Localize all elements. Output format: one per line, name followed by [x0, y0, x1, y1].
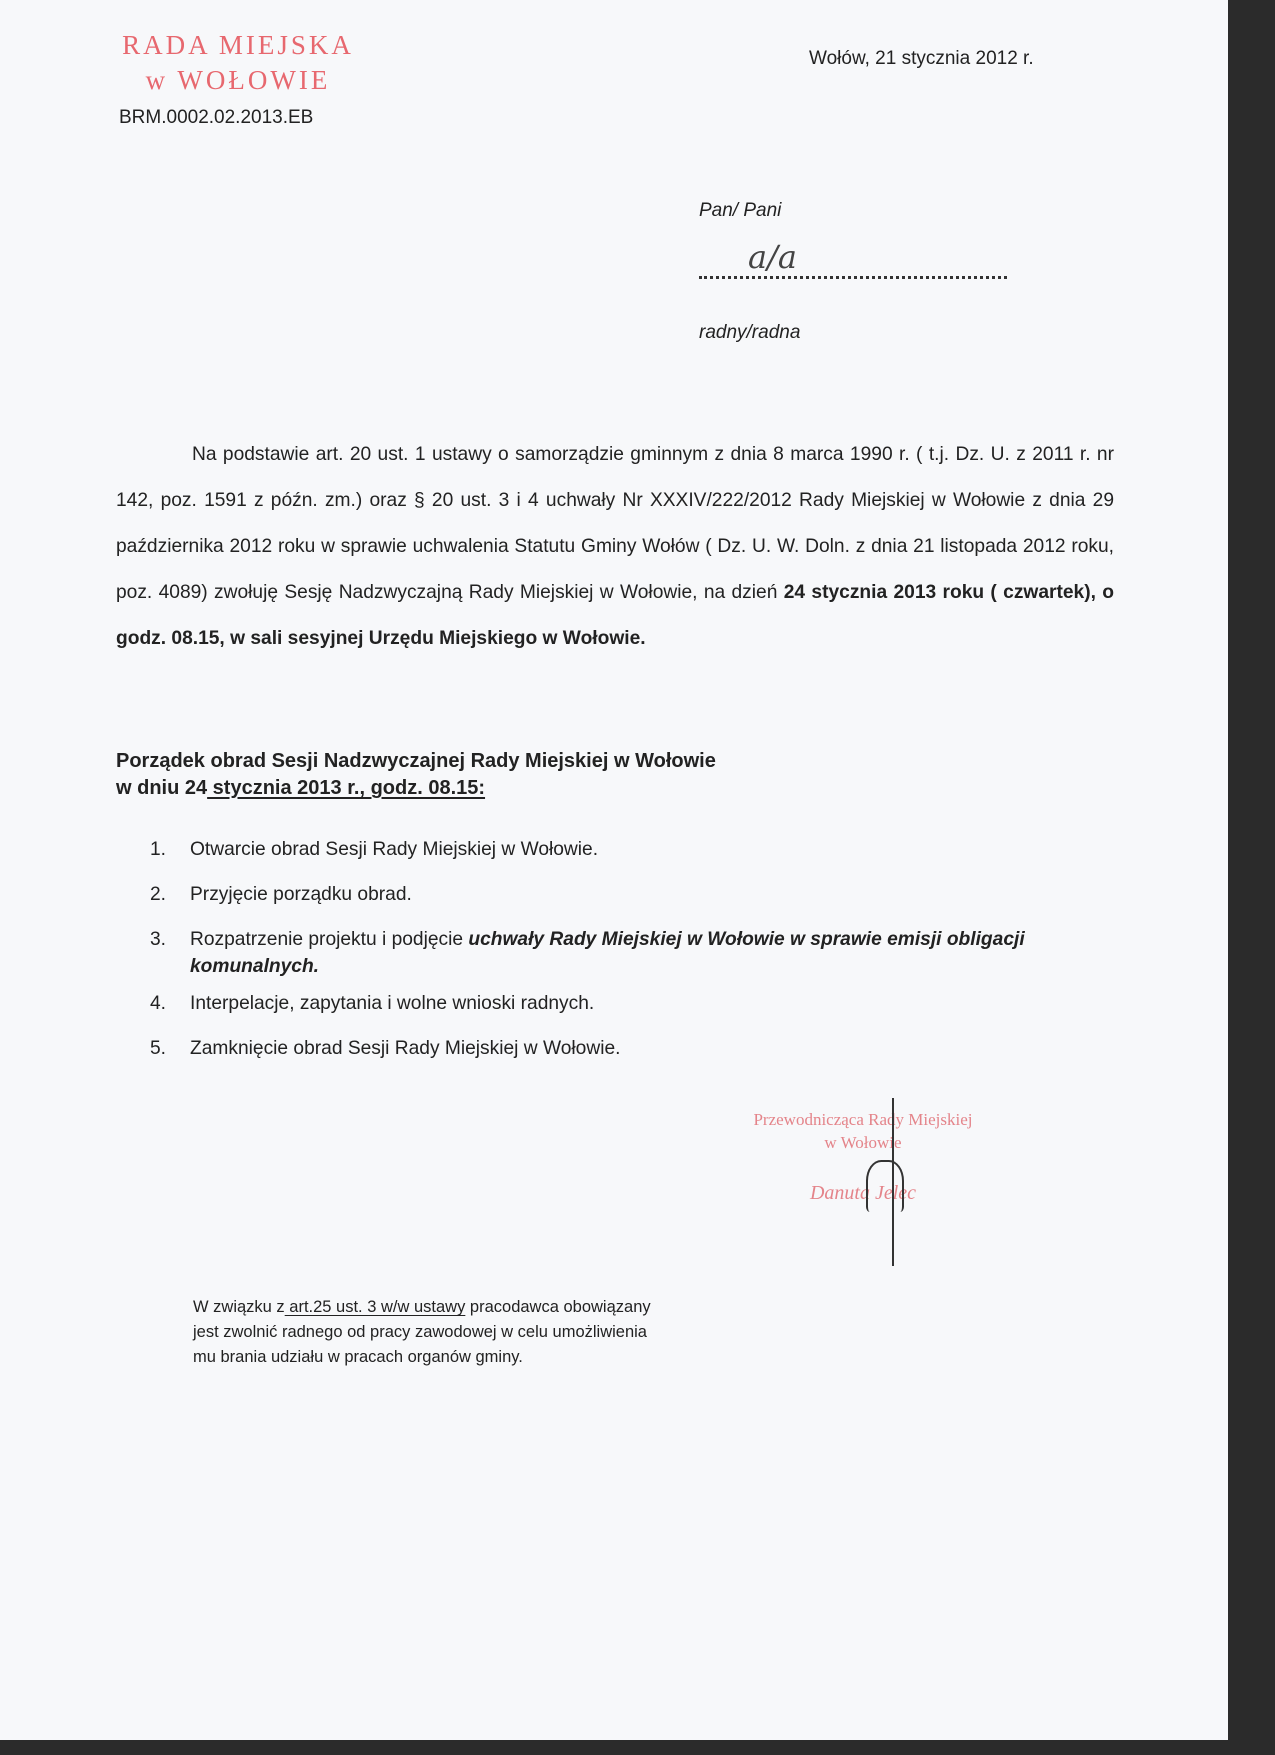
agenda-item [150, 881, 1080, 908]
reference-number: BRM.0002.02.2013.EB [119, 107, 314, 128]
signature-title-line-2: w Wołowie [824, 1133, 902, 1152]
agenda-item-text [190, 926, 1080, 980]
agenda-title-underlined: stycznia 2013 r., godz. 08.15: [207, 777, 486, 799]
addressee-role: radny/radna [699, 322, 801, 343]
agenda-item [150, 836, 1080, 863]
handwritten-addressee: a/a [748, 238, 797, 276]
agenda-item-text: Zamknięcie obrad Sesji Rady Miejskiej w Wołowie. [190, 1038, 621, 1059]
salutation: Pan/ Pani [699, 200, 782, 221]
body-text: Na podstawie art. 20 ust. 1 ustawy o samorządzie gminnym z dnia 8 marca 1990 r. ( t.j. Dz. U. z 2011 r. nr 142, poz. 1591 z późn. zm.) oraz § 20 ust. 3 i 4 uchwały Nr XXXIV/222/2012 Rady Miejskiej w Wołowie z dnia 29 października 2012 roku w sprawie uchwalenia Statutu Gminy Wołów ( Dz. U. W. Doln. z dnia 21 listopada 2012 roku, poz. 4089) zwołuję Sesję Nadzwyczajną Rady Miejskiej w Wołowie, na dzień [116, 444, 1114, 603]
agenda-item [150, 1035, 1080, 1062]
employer-note [193, 1295, 653, 1370]
council-stamp [98, 28, 378, 98]
agenda-item-text: Przyjęcie porządku obrad. [190, 884, 412, 905]
agenda-item-number: 5. [150, 1038, 167, 1059]
handwritten-signature-loop [866, 1160, 904, 1212]
place-and-date: Wołów, 21 stycznia 2012 r. [809, 48, 1034, 69]
agenda-item-number: 4. [150, 993, 167, 1014]
agenda-title-line-1: Porządek obrad Sesji Nadzwyczajnej Rady Miejskiej w Wołowie [116, 750, 716, 772]
note-text-start: W związku z [193, 1298, 285, 1316]
agenda-item-text: Interpelacje, zapytania i wolne wnioski radnych. [190, 993, 595, 1014]
note-text-end: pracodawca obowiązany jest zwolnić radnego od pracy zawodowej w celu umożliwienia mu brania udziału w pracach organów gminy. [193, 1298, 651, 1366]
agenda-item-plain: Rozpatrzenie projektu i podjęcie [190, 929, 469, 950]
agenda-item-number: 2. [150, 884, 167, 905]
letter-body [116, 432, 1114, 662]
note-underlined: art.25 ust. 3 w/w ustawy [284, 1298, 466, 1316]
signature-title-line-1: Przewodnicząca Rady Miejskiej [753, 1110, 973, 1129]
stamp-line-1: RADA MIEJSKA [122, 30, 354, 60]
stamp-line-2: w WOŁOWIE [145, 65, 331, 95]
agenda-title-line-2 [116, 775, 716, 802]
addressee-dotted-line [699, 258, 1007, 279]
agenda-item [150, 990, 1080, 1017]
agenda-item-emphasis: uchwały Rady Miejskiej w Wołowie w sprawie emisji obligacji komunalnych. [190, 929, 1025, 977]
agenda-item-number: 3. [150, 929, 167, 950]
signature-name: Danuta Jelec [809, 1182, 917, 1204]
agenda-title-plain: w dniu 24 [116, 777, 208, 799]
agenda-item-number: 1. [150, 839, 167, 860]
agenda-item [150, 926, 1080, 980]
body-bold-text: 24 stycznia 2013 roku ( czwartek), o godz. 08.15, w sali sesyjnej Urzędu Miejskiego w Wołowie. [116, 582, 1115, 649]
agenda-item-text: Otwarcie obrad Sesji Rady Miejskiej w Wołowie. [190, 839, 599, 860]
signature-stamp [718, 1108, 1008, 1205]
agenda-title [116, 748, 716, 802]
